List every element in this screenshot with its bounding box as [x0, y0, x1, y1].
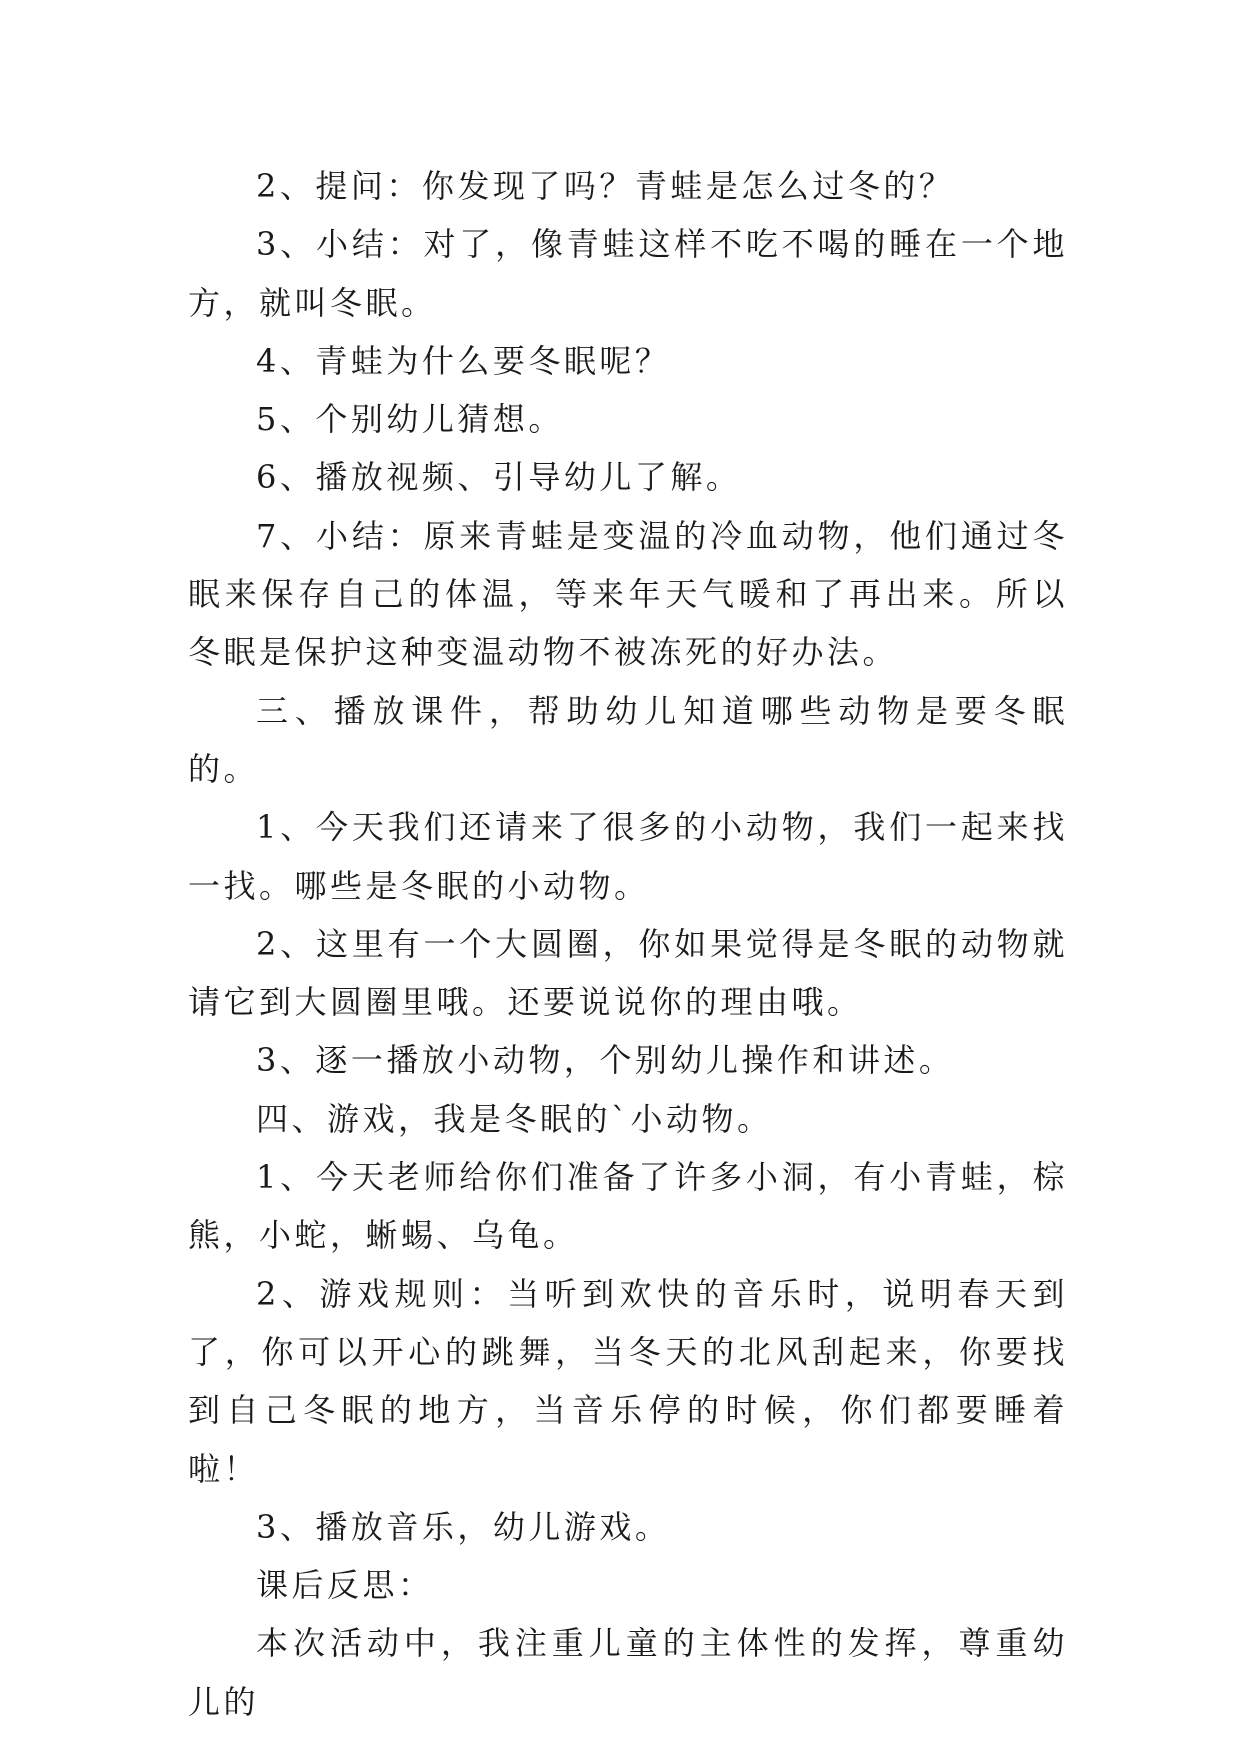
paragraph-10: 1、今天老师给你们准备了许多小洞，有小青蛙，棕熊，小蛇，蜥蜴、乌龟。 — [188, 1158, 1068, 1255]
paragraph-9: 3、逐一播放小动物，个别幼儿操作和讲述。 — [256, 1041, 955, 1080]
paragraph-5: 6、播放视频、引导幼儿了解。 — [256, 458, 742, 497]
paragraph-2: 3、小结：对了，像青蛙这样不吃不喝的睡在一个地方，就叫冬眠。 — [188, 225, 1068, 322]
paragraph-3: 4、青蛙为什么要冬眠呢？ — [256, 341, 671, 380]
paragraph-11: 2、游戏规则：当听到欢快的音乐时，说明春天到了，你可以开心的跳舞，当冬天的北风刮起来，你要找到自己冬眠的地方，当音乐停的时候，你们都要睡着啦！ — [188, 1274, 1068, 1488]
paragraph-12: 3、播放音乐，幼儿游戏。 — [256, 1507, 671, 1546]
section-heading-3: 三、播放课件，帮助幼儿知道哪些动物是要冬眠的。 — [188, 691, 1068, 788]
section-heading-4: 四、游戏，我是冬眠的`小动物。 — [256, 1099, 773, 1138]
paragraph-1: 2、提问：你发现了吗？青蛙是怎么过冬的？ — [256, 167, 955, 205]
paragraph-7: 1、今天我们还请来了很多的小动物，我们一起来找一找。哪些是冬眠的小动物。 — [188, 808, 1068, 905]
reflection-heading: 课后反思： — [256, 1566, 434, 1605]
paragraph-4: 5、个别幼儿猜想。 — [256, 400, 564, 439]
document-body — [188, 157, 1068, 1731]
paragraph-8: 2、这里有一个大圆圈，你如果觉得是冬眠的动物就请它到大圆圈里哦。还要说说你的理由哦。 — [188, 924, 1068, 1022]
paragraph-6: 7、小结：原来青蛙是变温的冷血动物，他们通过冬眠来保存自己的体温，等来年天气暖和了再出来。所以冬眠是保护这种变温动物不被冻死的好办法。 — [188, 516, 1068, 672]
paragraph-13: 本次活动中，我注重儿童的主体性的发挥，尊重幼儿的 — [188, 1624, 1068, 1721]
